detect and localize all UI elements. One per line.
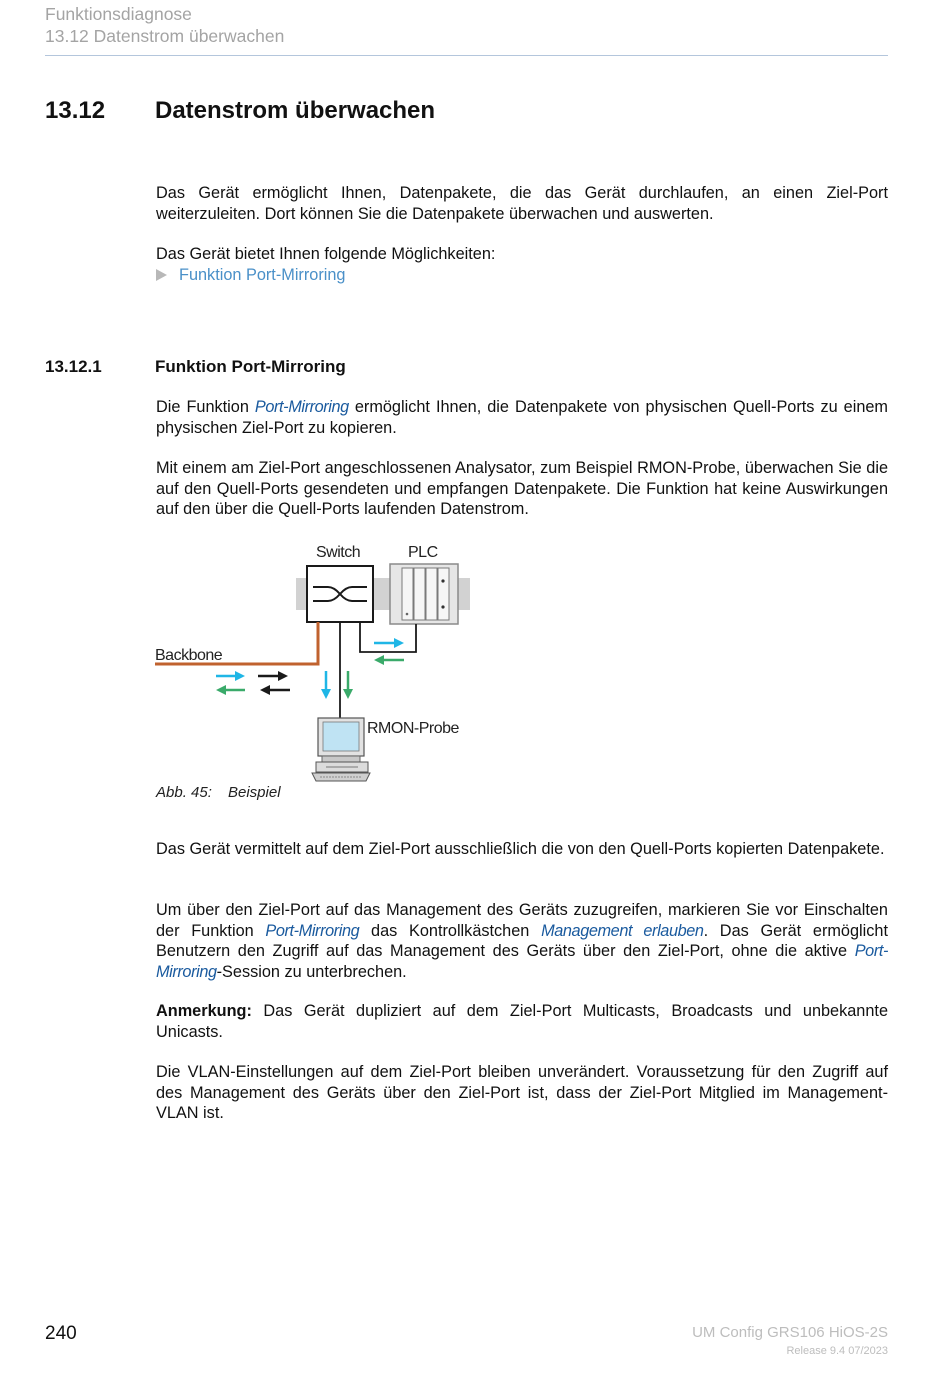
paragraph-management-access: Um über den Ziel-Port auf das Management des Geräts zuzugreifen, markieren Sie vor Einschalten der Funktion Port-Mirroring das Kontrollkästchen Management erlauben. Das Gerät ermöglicht Benutzern den Zugriff auf das Management des Geräts über den Ziel-Port, ohne die aktive Port-Mirroring-Session zu unterbrechen. xyxy=(156,901,888,981)
figure-caption-text: Beispiel xyxy=(228,784,281,801)
header-divider xyxy=(45,55,888,56)
label-switch: Switch xyxy=(316,544,361,561)
running-header-section: 13.12 Datenstrom überwachen xyxy=(45,26,285,46)
section-number: 13.12 xyxy=(45,97,106,124)
port-mirroring-link[interactable]: Funktion Port-Mirroring xyxy=(179,266,346,284)
arrow-green-left-icon xyxy=(374,655,404,665)
footer-doc-title: UM Config GRS106 HiOS-2S xyxy=(692,1324,888,1341)
subsection-number: 13.12.1 xyxy=(45,357,102,376)
arrow-green-left-backbone-icon xyxy=(216,685,245,695)
figure-caption-number: Abb. 45: xyxy=(156,784,212,801)
running-header-chapter: Funktionsdiagnose xyxy=(45,4,192,24)
plc-link-line xyxy=(360,622,416,652)
label-rmon-probe: RMON-Probe xyxy=(367,720,459,737)
keyword-port-mirroring-2: Port-Mirroring xyxy=(265,921,360,940)
keyword-port-mirroring-3: Port-Mirroring xyxy=(156,942,888,981)
paragraph-copied-packets: Das Gerät vermittelt auf dem Ziel-Port ausschließlich die von den Quell-Ports kopierten Datenpakete. xyxy=(156,840,885,858)
note-label: Anmerkung: xyxy=(156,1002,252,1020)
keyword-port-mirroring: Port-Mirroring xyxy=(254,398,349,416)
plc-icon xyxy=(390,564,458,624)
arrow-green-down-icon xyxy=(343,671,353,699)
label-backbone: Backbone xyxy=(155,647,223,664)
paragraph-port-mirroring-intro: Die Funktion Port-Mirroring ermöglicht Ihnen, die Datenpakete von physischen Quell-Ports zu einem physischen Ziel-Port zu kopieren. xyxy=(156,398,888,437)
arrow-black-left-icon xyxy=(260,685,290,695)
paragraph-vlan-settings: Die VLAN-Einstellungen auf dem Ziel-Port bleiben unverändert. Voraussetzung für den Zugriff auf des Management des Geräts über den Ziel-Port ist, dass der Ziel-Port Mitglied im Management-VLAN ist. xyxy=(156,1063,888,1122)
keyword-management-erlauben: Management erlauben xyxy=(541,921,704,940)
bullet-triangle-icon xyxy=(156,269,167,281)
arrow-cyan-down-icon xyxy=(321,671,331,699)
options-intro: Das Gerät bietet Ihnen folgende Möglichkeiten: xyxy=(156,245,496,263)
rmon-probe-computer-icon xyxy=(312,718,370,781)
subsection-title: Funktion Port-Mirroring xyxy=(155,357,346,376)
arrow-cyan-right-backbone-icon xyxy=(216,671,245,681)
port-mirroring-diagram xyxy=(150,535,480,785)
note-paragraph: Anmerkung: Das Gerät dupliziert auf dem Ziel-Port Multicasts, Broadcasts und unbekannte Unicasts. xyxy=(156,1002,888,1041)
footer-release: Release 9.4 07/2023 xyxy=(786,1345,888,1357)
paragraph-analyzer: Mit einem am Ziel-Port angeschlossenen Analysator, zum Beispiel RMON-Probe, überwachen Sie die auf den Quell-Ports gesendeten und empfangen Datenpakete. Die Funktion hat keine Auswirkungen auf den über die Quell-Ports laufenden Datenstrom. xyxy=(156,459,888,518)
page-number: 240 xyxy=(45,1323,77,1344)
arrow-black-right-icon xyxy=(258,671,288,681)
section-title: Datenstrom überwachen xyxy=(155,97,436,124)
label-plc: PLC xyxy=(408,544,438,561)
section-intro-paragraph: Das Gerät ermöglicht Ihnen, Datenpakete, die das Gerät durchlaufen, an einen Ziel-Port weiterzuleiten. Dort können Sie die Datenpakete überwachen und auswerten. xyxy=(156,184,888,223)
options-list-item[interactable] xyxy=(156,265,888,286)
arrow-cyan-right-icon xyxy=(374,638,404,648)
